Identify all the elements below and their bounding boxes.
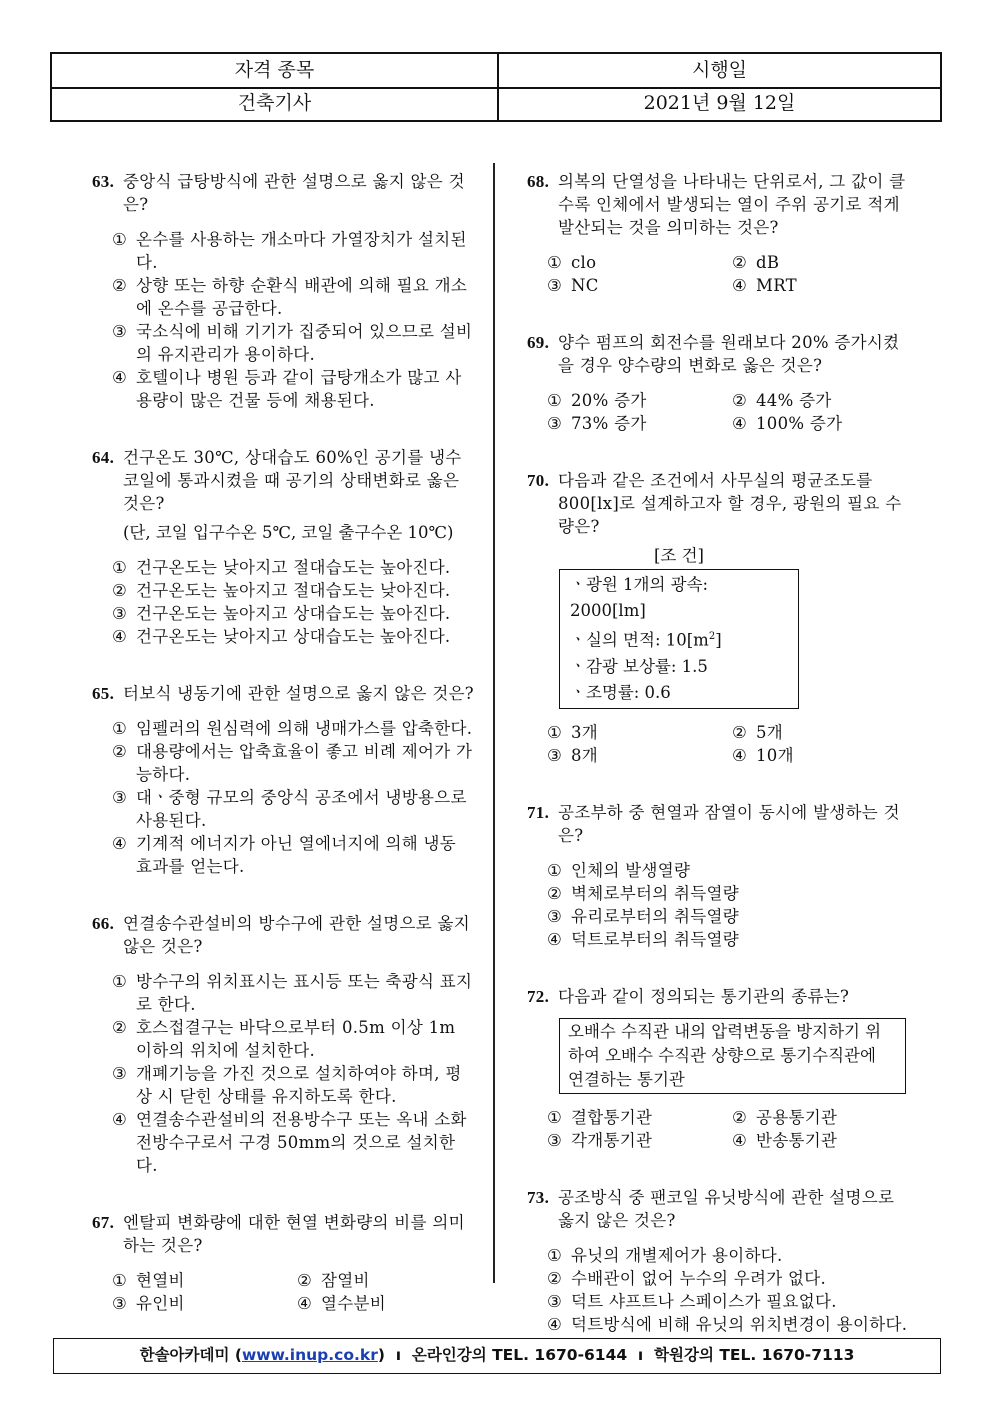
- option-text: 반송통기관: [756, 1130, 838, 1150]
- option-text: 결합통기관: [571, 1107, 653, 1127]
- option-text: 건구온도는 높아지고 상대습도는 높아진다.: [136, 604, 451, 623]
- option-marker: ①: [547, 860, 563, 880]
- question-text: 연결송수관설비의 방수구에 관한 설명으로 옳지 않은 것은?: [123, 914, 470, 956]
- question-63: [92, 170, 477, 412]
- left-column: [92, 170, 477, 1349]
- option-4: [732, 744, 917, 767]
- option-3: [547, 274, 732, 297]
- option-marker: ①: [547, 391, 563, 410]
- footer-paren: ): [377, 1346, 385, 1364]
- option-marker: ③: [547, 745, 563, 765]
- condition-text-end: ]: [715, 630, 722, 650]
- option-1: [547, 1244, 912, 1267]
- footer-separator: ı: [627, 1346, 655, 1364]
- question-text: 공조방식 중 팬코일 유닛방식에 관한 설명으로 옳지 않은 것은?: [558, 1187, 895, 1230]
- question-text: 다음과 같은 조건에서 사무실의 평균조도를 800[lx]로 설계하고자 할 경우, 광원의 필요 수량은?: [558, 471, 902, 536]
- footer-academy: 한솔아카데미 (: [139, 1346, 242, 1364]
- option-list: [92, 717, 477, 878]
- option-3: [547, 1129, 732, 1152]
- option-marker: ②: [547, 883, 563, 903]
- option-3: [547, 905, 912, 928]
- option-marker: ①: [112, 972, 128, 991]
- question-condition: (단, 코일 입구수온 5℃, 코일 출구수온 10℃): [123, 523, 454, 542]
- option-marker: ①: [112, 1271, 128, 1290]
- condition-line: ㆍ조명률: 0.6: [570, 682, 671, 702]
- question-number: 66.: [92, 914, 115, 933]
- condition-box-title: [조 건]: [654, 546, 704, 565]
- option-1: [112, 970, 477, 1016]
- option-4: [732, 412, 917, 435]
- question-69: [527, 331, 912, 435]
- option-text: dB: [756, 253, 780, 272]
- question-stem: [527, 801, 912, 847]
- question-72: [527, 985, 912, 1152]
- option-grid: [527, 251, 912, 297]
- option-2: [547, 1267, 912, 1290]
- question-stem: [527, 331, 912, 377]
- option-marker: ④: [732, 1130, 748, 1150]
- option-marker: ②: [112, 276, 128, 295]
- question-number: 71.: [527, 802, 550, 822]
- question-stem: [92, 912, 477, 958]
- question-text: 터보식 냉동기에 관한 설명으로 옳지 않은 것은?: [123, 684, 474, 703]
- option-text: 덕트방식에 비해 유닛의 위치변경이 용이하다.: [571, 1314, 908, 1334]
- option-text: NC: [571, 276, 599, 295]
- option-marker: ②: [112, 1018, 128, 1037]
- option-2: [547, 882, 912, 905]
- option-marker: ③: [547, 1130, 563, 1150]
- option-text: clo: [571, 253, 597, 272]
- option-text: 잠열비: [321, 1271, 370, 1290]
- option-3: [547, 744, 732, 767]
- option-2: [112, 740, 477, 786]
- header-date-label: 시행일: [691, 59, 748, 81]
- option-marker: ④: [547, 929, 563, 949]
- option-3: [547, 1290, 912, 1313]
- option-2: [112, 1016, 477, 1062]
- option-list: [92, 556, 477, 648]
- question-text: 건구온도 30℃, 상대습도 60%인 공기를 냉수 코일에 통과시켰을 때 공기의 상태변화로 옳은 것은?: [123, 448, 462, 513]
- option-text: 국소식에 비해 기기가 집중되어 있으므로 설비의 유지관리가 용이하다.: [136, 322, 473, 364]
- footer-bar: [53, 1338, 941, 1374]
- option-marker: ①: [547, 253, 563, 272]
- question-66: [92, 912, 477, 1177]
- question-text: 중앙식 급탕방식에 관한 설명으로 옳지 않은 것은?: [123, 172, 465, 214]
- question-number: 70.: [527, 471, 550, 490]
- option-text: 수배관이 없어 누수의 우려가 없다.: [571, 1268, 827, 1288]
- option-text: MRT: [756, 276, 797, 295]
- question-number: 63.: [92, 172, 115, 191]
- option-1: [112, 717, 477, 740]
- question-number: 65.: [92, 684, 115, 703]
- option-text: 유닛의 개별제어가 용이하다.: [571, 1245, 783, 1265]
- question-text: 다음과 같이 정의되는 통기관의 종류는?: [558, 986, 850, 1006]
- question-number: 67.: [92, 1213, 115, 1232]
- option-text: 유리로부터의 취득열량: [571, 906, 739, 926]
- question-stem: [527, 1186, 912, 1232]
- option-marker: ③: [112, 1064, 128, 1083]
- question-text: 엔탈피 변화량에 대한 현열 변화량의 비를 의미하는 것은?: [123, 1213, 465, 1255]
- question-stem: [527, 985, 912, 1008]
- option-text: 호텔이나 병원 등과 같이 급탕개소가 많고 사용량이 많은 건물 등에 채용된다.: [136, 368, 462, 410]
- header-row-values: [52, 87, 940, 120]
- option-text: 3개: [571, 722, 599, 742]
- question-stem: [527, 170, 912, 239]
- footer-separator: ı: [384, 1346, 412, 1364]
- option-4: [112, 1108, 477, 1177]
- option-list: [527, 1244, 912, 1336]
- option-1: [547, 251, 732, 274]
- option-1: [547, 859, 912, 882]
- condition-line: ㆍ감광 보상률: 1.5: [570, 656, 708, 676]
- option-text: 20% 증가: [571, 391, 647, 410]
- option-text: 기계적 에너지가 아닌 열에너지에 의해 냉동 효과를 얻는다.: [136, 834, 457, 876]
- option-text: 공용통기관: [756, 1107, 838, 1127]
- option-marker: ④: [112, 627, 128, 646]
- option-marker: ③: [547, 276, 563, 295]
- option-1: [112, 556, 477, 579]
- question-64: [92, 446, 477, 648]
- option-text: 10개: [756, 745, 794, 765]
- option-text: 건구온도는 낮아지고 절대습도는 높아진다.: [136, 558, 451, 577]
- option-4: [112, 832, 477, 878]
- option-grid: [92, 1269, 477, 1315]
- question-stem: [92, 682, 477, 705]
- option-text: 대용량에서는 압축효율이 좋고 비례 제어가 가능하다.: [136, 742, 473, 784]
- option-marker: ①: [112, 719, 128, 738]
- option-3: [547, 412, 732, 435]
- question-text: 양수 펌프의 회전수를 원래보다 20% 증가시켰을 경우 양수량의 변화로 옳은 것은?: [558, 333, 900, 375]
- option-marker: ③: [547, 414, 563, 433]
- option-3: [112, 320, 477, 366]
- option-3: [112, 1062, 477, 1108]
- option-marker: ①: [547, 1245, 563, 1265]
- option-2: [732, 389, 917, 412]
- footer-website-link[interactable]: www.inup.co.kr: [241, 1346, 378, 1364]
- option-text: 인체의 발생열량: [571, 860, 691, 880]
- question-text: 의복의 단열성을 나타내는 단위로서, 그 값이 클수록 인체에서 발생되는 열이 주위 공기로 적게 발산되는 것을 의미하는 것은?: [558, 172, 906, 237]
- option-text: 방수구의 위치표시는 표시등 또는 축광식 표지로 한다.: [136, 972, 473, 1014]
- question-stem: [527, 469, 912, 538]
- question-65: [92, 682, 477, 878]
- option-2: [732, 1106, 917, 1129]
- option-2: [112, 274, 477, 320]
- option-marker: ②: [297, 1271, 313, 1290]
- header-subject-label: 자격 종목: [234, 59, 315, 81]
- option-marker: ③: [112, 322, 128, 341]
- option-marker: ③: [112, 604, 128, 623]
- option-text: 열수분비: [321, 1294, 386, 1313]
- right-column: [527, 170, 912, 1370]
- option-marker: ④: [112, 834, 128, 853]
- question-number: 73.: [527, 1187, 550, 1207]
- option-3: [112, 786, 477, 832]
- option-marker: ④: [112, 1110, 128, 1129]
- option-3: [112, 1292, 297, 1315]
- question-number: 64.: [92, 448, 115, 467]
- question-stem: [92, 446, 477, 515]
- option-text: 각개통기관: [571, 1130, 653, 1150]
- definition-box: 오배수 수직관 내의 압력변동을 방지하기 위하여 오배수 수직관 상향으로 통기수직관에 연결하는 통기관: [559, 1018, 906, 1094]
- question-68: [527, 170, 912, 297]
- option-text: 벽체로부터의 취득열량: [571, 883, 739, 903]
- header-subject-value: 건축기사: [237, 92, 312, 114]
- option-marker: ④: [297, 1294, 313, 1313]
- question-73: [527, 1186, 912, 1336]
- question-stem: [92, 1211, 477, 1257]
- option-marker: ②: [112, 742, 128, 761]
- option-1: [112, 228, 477, 274]
- question-stem: [92, 170, 477, 216]
- option-text: 온수를 사용하는 개소마다 가열장치가 설치된다.: [136, 230, 467, 272]
- option-marker: ①: [112, 230, 128, 249]
- option-marker: ④: [732, 745, 748, 765]
- option-marker: ②: [547, 1268, 563, 1288]
- option-text: 임펠러의 원심력에 의해 냉매가스를 압축한다.: [136, 719, 473, 738]
- question-67: [92, 1211, 477, 1315]
- option-1: [547, 1106, 732, 1129]
- option-4: [547, 1313, 912, 1336]
- option-text: 건구온도는 낮아지고 상대습도는 높아진다.: [136, 627, 451, 646]
- option-marker: ②: [732, 1107, 748, 1127]
- footer-online-tel: 온라인강의 TEL. 1670-6144: [411, 1346, 628, 1364]
- option-marker: ②: [112, 581, 128, 600]
- option-marker: ②: [732, 722, 748, 742]
- condition-box: [559, 569, 799, 709]
- option-4: [297, 1292, 482, 1315]
- condition-line: [570, 624, 788, 654]
- footer-offline-tel: 학원강의 TEL. 1670-7113: [654, 1346, 855, 1364]
- question-number: 69.: [527, 333, 550, 352]
- option-text: 덕트로부터의 취득열량: [571, 929, 739, 949]
- option-text: 연결송수관설비의 전용방수구 또는 옥내 소화전방수구로서 구경 50mm의 것으로 설치한다.: [136, 1110, 467, 1175]
- option-marker: ④: [732, 414, 748, 433]
- condition-superscript: 2: [708, 631, 716, 642]
- option-text: 상향 또는 하향 순환식 배관에 의해 필요 개소에 온수를 공급한다.: [136, 276, 468, 318]
- option-2: [112, 579, 477, 602]
- option-2: [732, 721, 917, 744]
- option-marker: ③: [547, 1291, 563, 1311]
- option-1: [112, 1269, 297, 1292]
- option-1: [547, 389, 732, 412]
- option-grid: [527, 721, 912, 767]
- option-text: 덕트 샤프트나 스페이스가 필요없다.: [571, 1291, 837, 1311]
- option-marker: ①: [547, 722, 563, 742]
- option-marker: ②: [732, 391, 748, 410]
- option-text: 현열비: [136, 1271, 185, 1290]
- question-number: 72.: [527, 986, 550, 1006]
- option-marker: ②: [732, 253, 748, 272]
- question-text: 공조부하 중 현열과 잠열이 동시에 발생하는 것은?: [558, 802, 900, 845]
- option-list: [92, 228, 477, 412]
- option-grid: [527, 1106, 912, 1152]
- condition-line: ㆍ광원 1개의 광속: 2000[lm]: [570, 575, 709, 620]
- option-text: 73% 증가: [571, 414, 647, 433]
- option-marker: ④: [547, 1314, 563, 1334]
- option-text: 5개: [756, 722, 784, 742]
- exam-header-table: [50, 52, 942, 122]
- option-list: [527, 859, 912, 951]
- option-marker: ①: [112, 558, 128, 577]
- option-3: [112, 602, 477, 625]
- option-text: 100% 증가: [756, 414, 843, 433]
- option-marker: ④: [112, 368, 128, 387]
- option-4: [732, 1129, 917, 1152]
- option-text: 8개: [571, 745, 599, 765]
- option-marker: ③: [112, 1294, 128, 1313]
- option-text: 44% 증가: [756, 391, 832, 410]
- option-marker: ③: [112, 788, 128, 807]
- question-71: [527, 801, 912, 951]
- option-2: [297, 1269, 482, 1292]
- option-text: 대ㆍ중형 규모의 중앙식 공조에서 냉방용으로 사용된다.: [136, 788, 467, 830]
- option-marker: ④: [732, 276, 748, 295]
- option-text: 개폐기능을 가진 것으로 설치하여야 하며, 평상 시 닫힌 상태를 유지하도록 한다.: [136, 1064, 462, 1106]
- question-70: [527, 469, 912, 767]
- option-grid: [527, 389, 912, 435]
- question-number: 68.: [527, 172, 550, 191]
- header-date-value: 2021년 9월 12일: [643, 92, 796, 114]
- option-text: 호스접결구는 바닥으로부터 0.5m 이상 1m 이하의 위치에 설치한다.: [136, 1018, 456, 1060]
- option-4: [112, 366, 477, 412]
- condition-text: ㆍ실의 면적: 10[m: [570, 630, 709, 650]
- header-row-titles: [52, 54, 940, 89]
- header-divider: [497, 54, 499, 120]
- option-4: [112, 625, 477, 648]
- option-2: [732, 251, 917, 274]
- option-text: 건구온도는 높아지고 절대습도는 낮아진다.: [136, 581, 451, 600]
- option-text: 유인비: [136, 1294, 185, 1313]
- option-1: [547, 721, 732, 744]
- option-list: [92, 970, 477, 1177]
- column-divider: [493, 163, 495, 1283]
- option-4: [732, 274, 917, 297]
- option-marker: ③: [547, 906, 563, 926]
- option-4: [547, 928, 912, 951]
- option-marker: ①: [547, 1107, 563, 1127]
